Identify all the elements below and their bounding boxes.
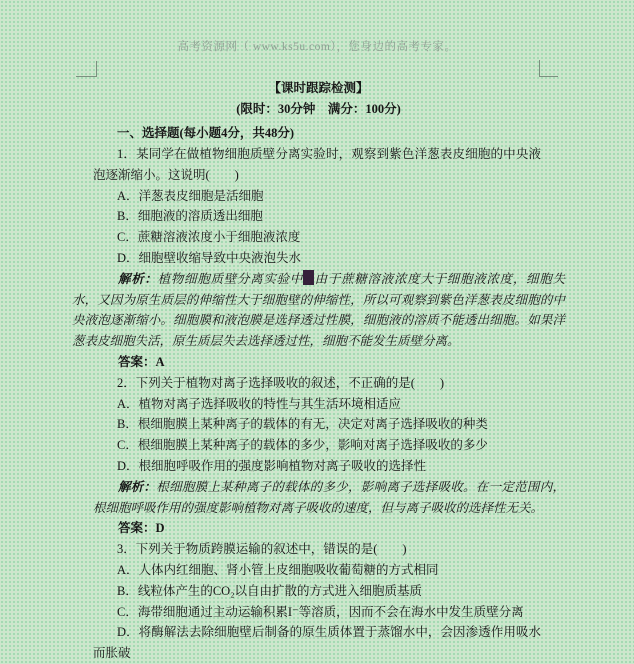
watermark: 高考资源网（ www.ks5u.com），您身边的高考专家。: [177, 41, 457, 53]
option-line-d: D．将酶解法去除细胞壁后制备的原生质体置于蒸馏水中，会因渗透作用吸水而胀破: [93, 625, 541, 661]
answer-line-2: [72, 518, 565, 539]
option-line-d: D．根细胞呼吸作用的强度影响植物对离子吸收的选择性: [117, 458, 427, 473]
question-stem: 2．下列关于植物对离子选择吸收的叙述，不正确的是( ): [117, 375, 445, 390]
selection-cursor-block[interactable]: [303, 270, 314, 285]
section-heading: 一、选择题(每小题4分，共48分): [117, 126, 295, 140]
question-block-3: [93, 539, 541, 664]
answer-value: D: [155, 521, 165, 536]
option-line-a: A．人体内红细胞、肾小管上皮细胞吸收葡萄糖的方式相同: [117, 562, 439, 577]
document-page: [72, 78, 565, 664]
option-line-c: C．海带细胞通过主动运输积累I⁻等溶质，因而不会在海水中发生质壁分离: [117, 604, 524, 619]
analysis-paragraph-2: [93, 477, 565, 519]
crop-mark-right: [539, 60, 558, 77]
page-subtitle: (限时：30分钟 满分：100分): [236, 102, 401, 116]
answer-label: 答案：: [118, 354, 156, 369]
question-block-1: [93, 144, 541, 269]
page-title: 【课时跟踪检测】: [268, 81, 369, 95]
analysis-text-before: 植物细胞质壁分离实验中: [157, 271, 303, 286]
option-line-b: B．根细胞膜上某种离子的载体的有无，决定对离子选择吸收的种类: [117, 417, 488, 432]
question-stem: 1．某同学在做植物细胞质壁分离实验时，观察到紫色洋葱表皮细胞的中央液泡逐渐缩小。这说明( ): [93, 147, 541, 182]
option-line-b: B．线粒体产生的CO₂以自由扩散的方式进入细胞质基质: [117, 583, 423, 598]
option-line-c: C．蔗糖溶液浓度小于细胞液浓度: [117, 230, 301, 245]
analysis-label: 解析：: [118, 271, 158, 286]
option-line-a: A．植物对离子选择吸收的特性与其生活环境相适应: [117, 396, 402, 411]
answer-value: A: [155, 354, 165, 369]
analysis-paragraph-1: [72, 269, 565, 352]
option-line-a: A．洋葱表皮细胞是活细胞: [117, 188, 264, 203]
question-block-2: [93, 373, 541, 477]
question-stem: 3．下列关于物质跨膜运输的叙述中，错误的是( ): [117, 542, 407, 557]
answer-label: 答案：: [118, 521, 156, 536]
answer-line-1: [72, 352, 565, 373]
analysis-text-after: 由于蔗糖溶液浓度大于细胞液浓度，细胞失水，又因为原生质层的伸缩性大于细胞壁的伸缩性，所以可观察到紫色洋葱表皮细胞的中央液泡逐渐缩小。细胞膜和液泡膜是选择透过性膜，细胞液的溶质不能透出细胞。如果洋葱表皮细胞失活，原生质层失去选择透过性，细胞不能发生质壁分离。: [72, 271, 565, 349]
option-line-b: B．细胞液的溶质透出细胞: [117, 209, 263, 224]
analysis-label: 解析：: [118, 479, 157, 494]
option-line-d: D．细胞壁收缩导致中央液泡失水: [117, 250, 302, 265]
option-line-c: C．根细胞膜上某种离子的载体的多少，影响对离子选择吸收的多少: [117, 438, 488, 453]
crop-mark-left: [76, 61, 97, 77]
analysis-text: 根细胞膜上某种离子的载体的多少，影响离子选择吸收。在一定范围内，根细胞呼吸作用的强度影响植物对离子吸收的速度，但与离子吸收的选择性无关。: [93, 479, 565, 515]
